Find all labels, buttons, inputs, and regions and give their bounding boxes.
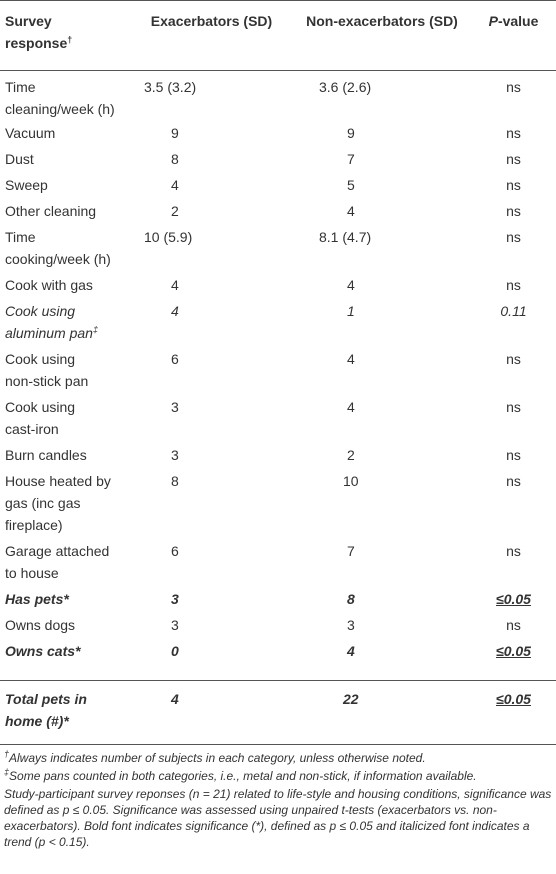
table-row (0, 396, 556, 444)
table-row (0, 174, 556, 200)
cell-p-value: ns (506, 177, 521, 193)
table-row (0, 226, 556, 274)
cell-non-exacerbators: 7 (347, 543, 355, 559)
table-row (0, 614, 556, 640)
row-label: Time cleaning/week (h) (5, 79, 115, 117)
cell-non-exacerbators: 22 (343, 691, 359, 707)
cell-exacerbators: 0 (171, 643, 179, 659)
row-label: Dust (5, 151, 34, 167)
cell-non-exacerbators: 4 (347, 643, 355, 659)
cell-non-exacerbators: 2 (347, 447, 355, 463)
cell-p-value: ns (506, 351, 521, 367)
table-row (0, 70, 556, 122)
cell-non-exacerbators: 4 (347, 277, 355, 293)
cell-exacerbators: 4 (171, 691, 179, 707)
cell-non-exacerbators: 3.6 (2.6) (319, 79, 372, 95)
footnote-double-dagger: ‡Some pans counted in both categories, i.e., metal and non-stick, if information available. (4, 767, 477, 783)
cell-non-exacerbators: 8 (347, 591, 355, 607)
cell-non-exacerbators: 8.1 (4.7) (319, 229, 372, 245)
row-label: Cook with gas (5, 277, 93, 293)
cell-exacerbators: 3 (171, 617, 179, 633)
row-label: Garage attached to house (5, 543, 110, 581)
cell-p-value: ns (506, 229, 521, 245)
table-row (0, 274, 556, 300)
cell-p-value: ≤0.05 (496, 643, 531, 659)
row-label: Owns cats* (5, 643, 81, 659)
table-row (0, 122, 556, 148)
cell-non-exacerbators: 10 (343, 473, 359, 489)
row-label: House heated by gas (inc gas fireplace) (5, 473, 111, 533)
table-row (0, 588, 556, 614)
row-label: Owns dogs (5, 617, 76, 633)
cell-p-value: ns (506, 617, 521, 633)
row-label: Other cleaning (5, 203, 97, 219)
header-non-exacerbators: Non-exacerbators (SD) (306, 13, 458, 29)
row-label: Cook using aluminum pan‡ (5, 303, 98, 341)
cell-non-exacerbators: 3 (347, 617, 355, 633)
cell-p-value: ns (506, 125, 521, 141)
cell-exacerbators: 8 (171, 151, 179, 167)
cell-p-value: ns (506, 79, 521, 95)
row-label: Total pets in home (#)* (5, 691, 87, 729)
row-label: Burn candles (5, 447, 87, 463)
row-label: Cook using non-stick pan (5, 351, 89, 389)
row-label: Cook using cast-iron (5, 399, 76, 437)
table-row (0, 200, 556, 226)
row-label: Has pets* (5, 591, 69, 607)
cell-non-exacerbators: 5 (347, 177, 355, 193)
cell-exacerbators: 9 (171, 125, 179, 141)
footnote-dagger: †Always indicates number of subjects in each category, unless otherwise noted. (4, 749, 426, 765)
table-row (0, 640, 556, 676)
table-row (0, 444, 556, 470)
cell-p-value: 0.11 (500, 303, 527, 319)
cell-p-value: ns (506, 473, 521, 489)
table-row (0, 300, 556, 348)
cell-exacerbators: 10 (5.9) (144, 229, 193, 245)
table-row (0, 348, 556, 396)
table-row (0, 540, 556, 588)
cell-non-exacerbators: 4 (347, 203, 355, 219)
cell-p-value: ns (506, 543, 521, 559)
header-rule (0, 70, 556, 71)
cell-non-exacerbators: 9 (347, 125, 355, 141)
header-exacerbators: Exacerbators (SD) (150, 13, 273, 29)
row-label: Time cooking/week (h) (5, 229, 111, 267)
cell-exacerbators: 8 (171, 473, 179, 489)
cell-non-exacerbators: 1 (347, 303, 355, 319)
cell-exacerbators: 3 (171, 447, 179, 463)
cell-p-value: ns (506, 399, 521, 415)
table-row (0, 148, 556, 174)
cell-p-value: ≤0.05 (496, 691, 531, 707)
cell-exacerbators: 4 (171, 177, 179, 193)
cell-exacerbators: 3 (171, 591, 179, 607)
bottom-rule (0, 744, 556, 745)
row-label: Sweep (5, 177, 48, 193)
table-caption: Study-participant survey reponses (n = 21) related to life-style and housing conditions, significance was defined as p ≤ 0.05. Significance was assessed using unpaired t-tests (exacerbators vs. non-exacerbators). Bold font indicates significance (*), defined as p ≤ 0.05 and italicized font indicates a trend (p < 0.15). (4, 787, 552, 849)
cell-exacerbators: 3 (171, 399, 179, 415)
cell-p-value: ns (506, 151, 521, 167)
pre-total-rule (0, 680, 556, 681)
header-survey-response: Survey response† (5, 13, 73, 51)
cell-exacerbators: 6 (171, 351, 179, 367)
cell-exacerbators: 6 (171, 543, 179, 559)
cell-exacerbators: 2 (171, 203, 179, 219)
cell-p-value: ns (506, 447, 521, 463)
cell-non-exacerbators: 7 (347, 151, 355, 167)
header-row (0, 0, 556, 70)
cell-exacerbators: 3.5 (3.2) (144, 79, 197, 95)
header-p-value: P-value (488, 13, 539, 29)
cell-exacerbators: 4 (171, 303, 179, 319)
cell-p-value: ns (506, 277, 521, 293)
table-row (0, 676, 556, 734)
cell-p-value: ≤0.05 (496, 591, 531, 607)
cell-p-value: ns (506, 203, 521, 219)
row-label: Vacuum (5, 125, 56, 141)
cell-exacerbators: 4 (171, 277, 179, 293)
cell-non-exacerbators: 4 (347, 351, 355, 367)
cell-non-exacerbators: 4 (347, 399, 355, 415)
table-row (0, 470, 556, 540)
